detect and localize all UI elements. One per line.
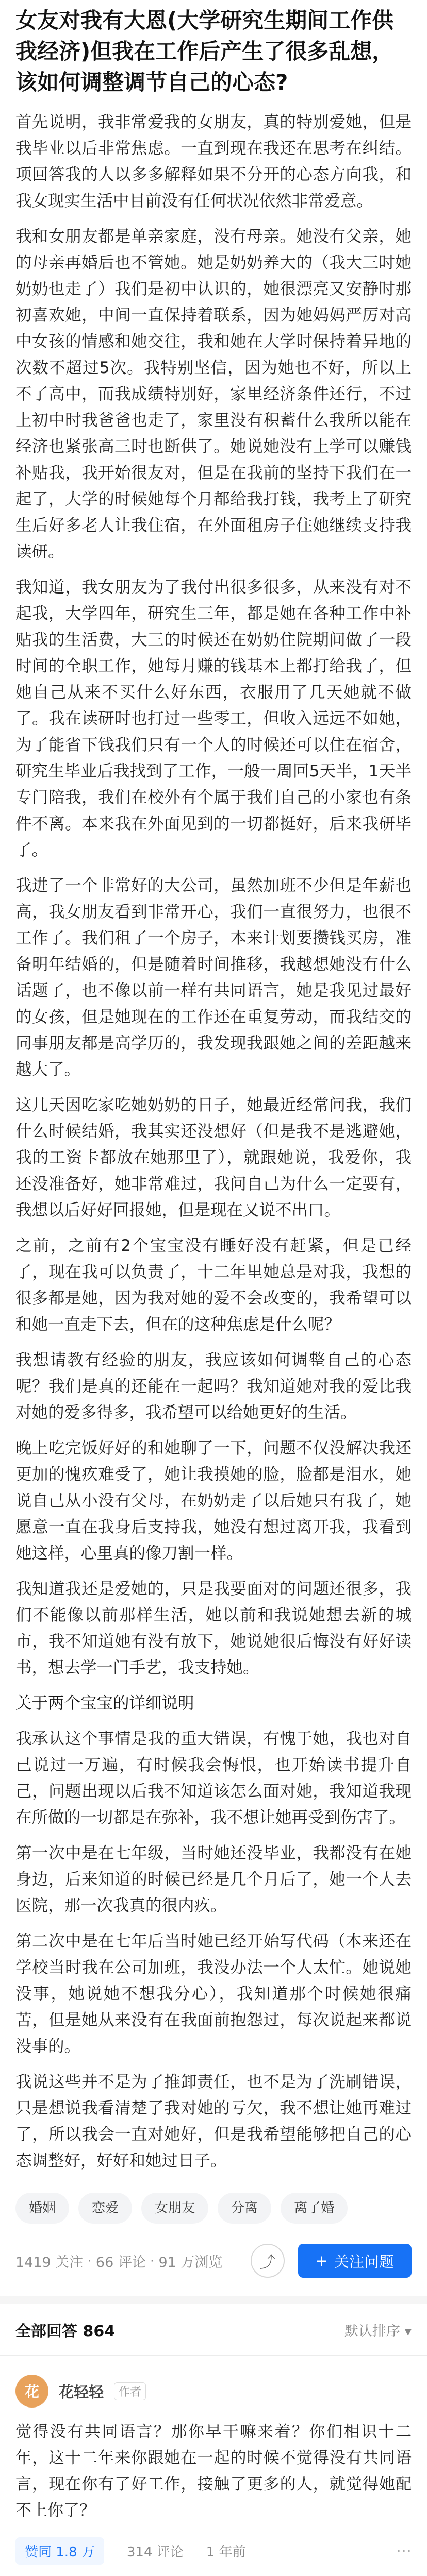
- topic-tag[interactable]: 女朋友: [141, 2193, 208, 2224]
- comment-item: [0, 2356, 427, 2576]
- question-paragraph: 第二次中是在七年后当时她已经开始写代码（本来还在学校当时我在公司加班，我没办法一个人太忙。她说她没事，她说她不想我分心），我知道那个时候她很痛苦，但是她从来没有在我面前抱怨过，每次说起来都说没事的。: [15, 1932, 412, 2056]
- more-options-icon[interactable]: ⋯: [396, 2542, 412, 2560]
- comments-count[interactable]: 66 评论: [95, 2254, 146, 2270]
- stats-separator: ·: [87, 2252, 92, 2269]
- topic-tag[interactable]: 婚姻: [15, 2193, 69, 2224]
- answers-count: 全部回答 864: [15, 2323, 116, 2341]
- topic-tag[interactable]: 离了婚: [281, 2193, 348, 2224]
- question-paragraph: 首先说明，我非常爱我的女朋友，真的特别爱她，但是我毕业以后非常焦虑。一直到现在我还在思考在纠结。项回答我的人以多多解释如果不分开的心态方向我，和我女现实生活中目前没有任何状况依然非常爱意。: [15, 113, 412, 210]
- question-paragraph: 我想请教有经验的朋友，我应该如何调整自己的心态呢？我们是真的还能在一起吗？我知道她对我的爱比我对她的爱多得多，我希望可以给她更好的生活。: [15, 1351, 412, 1422]
- comment-list: [0, 2356, 427, 2576]
- author-badge: 作者: [114, 2382, 146, 2400]
- question-body: [0, 98, 427, 2174]
- share-button[interactable]: [251, 2244, 285, 2278]
- topic-tags: [0, 2183, 427, 2224]
- section-divider: [0, 2296, 427, 2304]
- topic-tag[interactable]: 分离: [218, 2193, 271, 2224]
- follow-label: 关注问题: [334, 2252, 394, 2270]
- upvote-button[interactable]: 赞同 1.8 万: [15, 2537, 104, 2565]
- comment-header: [15, 2375, 412, 2408]
- question-paragraph: 我知道，我女朋友为了我付出很多很多，从来没有对不起我，大学四年，研究生三年，都是她在各种工作中补贴我的生活费，大三的时候还在奶奶住院期间做了一段时间的全职工作，她每月赚的钱基本上都打给我了，但她自己从来不买什么好东西，衣服用了几天她就不做了。我在读研时也打过一些零工，但收入远远不如她，为了能省下钱我们只有一个人的时候还可以住在宿舍，研究生毕业后我找到了工作，一般一周回5天半，1天半专门陪我，我们在校外有个属于我们自己的小家也有条件不离。本来我在外面见到的一切都挺好，后来我研毕了。: [15, 578, 412, 859]
- question-paragraph: 我知道我还是爱她的，只是我要面对的问题还很多，我们不能像以前那样生活，她以前和我说她想去新的城市，我不知道她有没有放下，她说她很后悔没有好好读书，想去学一门手艺，我支持她。: [15, 1580, 412, 1677]
- sort-dropdown[interactable]: 默认排序 ▾: [344, 2323, 412, 2340]
- question-paragraph: 我进了一个非常好的大公司，虽然加班不少但是年薪也高，我女朋友看到非常开心，我们一直很努力，也很不工作了。我们租了一个房子，本来计划要攒钱买房，准备明年结婚的，但是随着时间推移，我越想她没有什么话题了，也不像以前一样有共同语言，她是我见过最好的女孩，但是她现在的工作还在重复劳动，而我结交的同事朋友都是高学历的，我发现我跟她之间的差距越来越大了。: [15, 876, 412, 1079]
- question-section-heading: 关于两个宝宝的详细说明: [15, 1694, 194, 1713]
- question-stats: [0, 2224, 427, 2280]
- question-paragraph: 我承认这个事情是我的重大错误，有愧于她，我也对自己说过一万遍，有时候我会悔恨，也开始读书提升自己，问题出现以后我不知道该怎么面对她，我知道我现在所做的一切都是在弥补，我不想让她再受到伤害了。: [15, 1730, 412, 1827]
- question-paragraph: 这几天因吃家吃她奶奶的日子，她最近经常问我，我们什么时候结婚，我其实还没想好（但是我不是逃避她，我的工资卡都放在她那里了），就跟她说，我爱你，我还没准备好，她非常难过，我问自己为什么一定要有，我想以后好好回报她，但是现在又说不出口。: [15, 1096, 412, 1219]
- comment-text[interactable]: 觉得没有共同语言？那你早干嘛来着？你们相识十二年，这十二年来你跟她在一起的时候不觉得没有共同语言，现在你有了好工作，接触了更多的人，就觉得她配不上你了？: [15, 2422, 412, 2520]
- question-paragraph: 我说这些并不是为了推卸责任，也不是为了洗刷错误，只是想说我看清楚了我对她的亏欠，我不想让她再难过了，所以我会一直对她好，但是我希望能够把自己的心态调整好，好好和她过日子。: [15, 2073, 412, 2170]
- answers-header: [0, 2304, 427, 2356]
- topic-tag[interactable]: 恋爱: [78, 2193, 132, 2224]
- question-paragraph: 我和女朋友都是单亲家庭，没有母亲。她没有父亲，她的母亲再婚后也不管她。她是奶奶养大的（我大三时她奶奶也走了）我们是初中认识的，她很漂亮又安静时那初喜欢她，中间一直保持着联系，因为她妈妈严厉对高中女孩的情感和她交往，我和她在大学时保持着异地的次数不超过5次。我特别坚信，因为她也不好，所以上不了高中，而我成绩特别好，家里经济条件还行，不过上初中时我爸爸也走了，家里没有积蓄什么我所以能在经济也紧张高三时也断供了。她说她没有上学可以赚钱补贴我，我开始很友对，但是在我前的坚持下我们在一起了，大学的时候她每个月都给我打钱，我考上了研究生后好多老人让我住宿，在外面租房子住她继续支持我读研。: [15, 227, 412, 561]
- question-paragraph: 第一次中是在七年级，当时她还没毕业，我都没有在她身边，后来知道的时候已经是几个月后了，她一个人去医院，那一次我真的很内疚。: [15, 1844, 412, 1915]
- question-title: 女友对我有大恩(大学研究生期间工作供我经济)但我在工作后产生了很多乱想，该如何调整调节自己的心态?: [15, 8, 394, 95]
- question-paragraph: 之前，之前有2个宝宝没有睡好没有赶紧，但是已经了，现在我可以负责了，十二年里她总是对我，我想的很多都是她，因为我对她的爱不会改变的，我希望可以和她一直走下去，但在的这种焦虑是什么呢？: [15, 1236, 412, 1334]
- share-icon: ⤴: [259, 2253, 275, 2272]
- comment-reply-count[interactable]: 314 评论: [126, 2545, 184, 2560]
- plus-icon: +: [315, 2252, 328, 2269]
- comment-author[interactable]: 花轻轻: [59, 2383, 104, 2401]
- avatar[interactable]: [15, 2375, 48, 2408]
- stats-separator: ·: [150, 2252, 155, 2269]
- views-count: 91 万浏览: [158, 2254, 223, 2270]
- comment-footer: [15, 2537, 412, 2565]
- question-paragraph: 晚上吃完饭好好的和她聊了一下，问题不仅没解决我还更加的愧疚难受了，她让我摸她的脸，脸都是泪水，她说自己从小没有父母，在奶奶走了以后她只有我了，她愿意一直在我身后支持我，她没有想过离开我，我看到她这样，心里真的像刀割一样。: [15, 1439, 412, 1563]
- comment-time: 1 年前: [206, 2545, 246, 2560]
- followers-count: 1419 关注: [15, 2254, 84, 2270]
- avatar-initial: 花: [24, 2383, 39, 2400]
- follow-question-button[interactable]: [298, 2244, 412, 2278]
